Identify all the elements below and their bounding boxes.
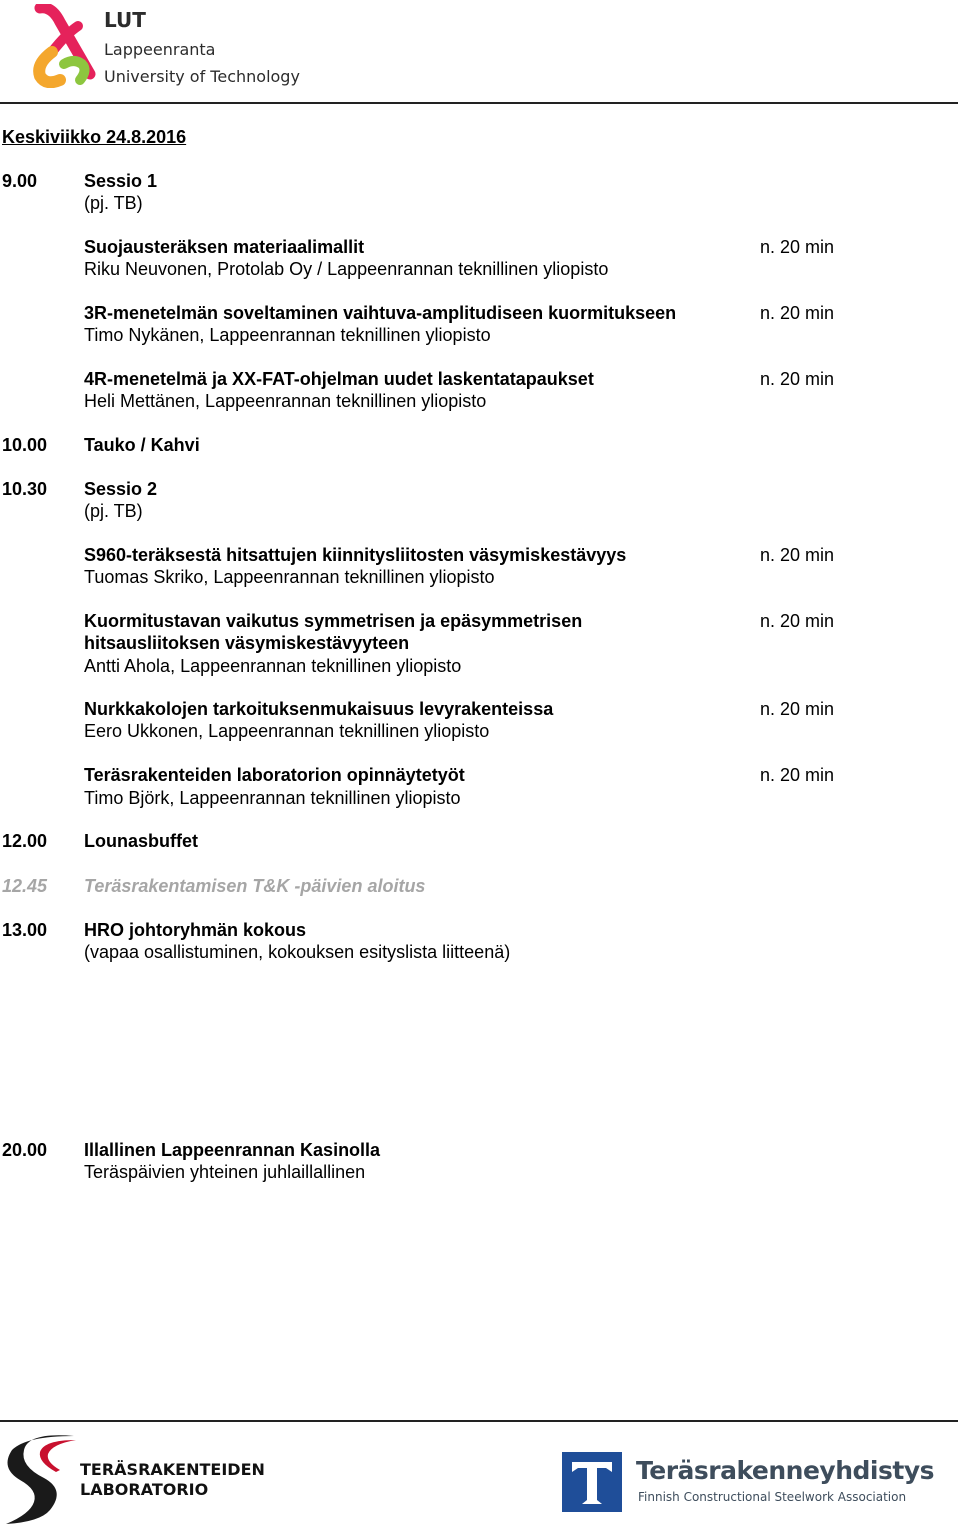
talk-6-author: Eero Ukkonen, Lappeenrannan teknillinen yliopisto xyxy=(84,721,490,741)
talk-1-title: Suojausteräksen materiaalimallit xyxy=(84,237,365,257)
logo-line-2: Lappeenranta xyxy=(104,40,216,59)
talk-6-title: Nurkkakolojen tarkoituksenmukaisuus levyrakenteissa xyxy=(84,699,554,719)
lut-logo-mark-icon xyxy=(30,4,100,88)
session-2-chair: (pj. TB) xyxy=(84,501,143,521)
opening-title: Teräsrakentamisen T&K -päivien aloitus xyxy=(84,876,426,896)
talk-3-duration: n. 20 min xyxy=(760,369,835,389)
association-t-icon xyxy=(562,1452,622,1512)
talk-2-author: Timo Nykänen, Lappeenrannan teknillinen yliopisto xyxy=(84,325,491,345)
talk-4-duration: n. 20 min xyxy=(760,545,835,565)
session-1-chair: (pj. TB) xyxy=(84,193,143,213)
talk-4-author: Tuomas Skriko, Lappeenrannan teknillinen yliopisto xyxy=(84,567,495,587)
break-time: 10.00 xyxy=(2,435,48,455)
association-logo xyxy=(562,1452,954,1514)
lab-logo-swoosh-icon xyxy=(0,1432,80,1526)
talk-3-author: Heli Mettänen, Lappeenrannan teknillinen yliopisto xyxy=(84,391,487,411)
association-subtitle: Finnish Constructional Steelwork Association xyxy=(638,1490,907,1504)
dinner-note: Teräspäivien yhteinen juhlaillallinen xyxy=(84,1162,366,1182)
talk-4-title: S960-teräksestä hitsattujen kiinnitysliitosten väsymiskestävyys xyxy=(84,545,627,565)
lut-logo xyxy=(30,4,310,90)
talk-3-title: 4R-menetelmä ja XX-FAT-ohjelman uudet laskentatapaukset xyxy=(84,369,594,389)
talk-5-title-line-2: hitsausliitoksen väsymiskestävyyteen xyxy=(84,633,410,653)
hro-title: HRO johtoryhmän kokous xyxy=(84,920,307,940)
talk-7-duration: n. 20 min xyxy=(760,765,835,785)
talk-5-duration: n. 20 min xyxy=(760,611,835,631)
opening-time: 12.45 xyxy=(2,876,48,896)
lab-logo-line-2: LABORATORIO xyxy=(80,1480,209,1499)
session-2-time: 10.30 xyxy=(2,479,48,499)
lunch-title: Lounasbuffet xyxy=(84,831,198,851)
hro-note: (vapaa osallistuminen, kokouksen esityslista liitteenä) xyxy=(84,942,511,962)
talk-2-title: 3R-menetelmän soveltaminen vaihtuva-amplitudiseen kuormitukseen xyxy=(84,303,677,323)
talk-7-author: Timo Björk, Lappeenrannan teknillinen yliopisto xyxy=(84,788,461,808)
session-1-time: 9.00 xyxy=(2,171,38,191)
talk-1-duration: n. 20 min xyxy=(760,237,835,257)
page-date: Keskiviikko 24.8.2016 xyxy=(2,127,187,147)
footer-divider xyxy=(0,1420,958,1422)
header-divider xyxy=(0,102,958,104)
talk-5-author: Antti Ahola, Lappeenrannan teknillinen yliopisto xyxy=(84,656,462,676)
talk-1-author: Riku Neuvonen, Protolab Oy / Lappeenrannan teknillinen yliopisto xyxy=(84,259,609,279)
talk-6-duration: n. 20 min xyxy=(760,699,835,719)
dinner-time: 20.00 xyxy=(2,1140,48,1160)
talk-7-title: Teräsrakenteiden laboratorion opinnäytetyöt xyxy=(84,765,465,785)
logo-line-3: University of Technology xyxy=(104,67,300,86)
talk-5-title-line-1: Kuormitustavan vaikutus symmetrisen ja epäsymmetrisen xyxy=(84,611,583,631)
lab-logo-line-1: TERÄSRAKENTEIDEN xyxy=(80,1460,265,1479)
talk-2-duration: n. 20 min xyxy=(760,303,835,323)
session-2-title: Sessio 2 xyxy=(84,479,158,499)
lab-logo xyxy=(0,1432,265,1526)
session-1-title: Sessio 1 xyxy=(84,171,158,191)
lunch-time: 12.00 xyxy=(2,831,48,851)
dinner-title: Illallinen Lappeenrannan Kasinolla xyxy=(84,1140,381,1160)
association-name: Teräsrakenneyhdistys xyxy=(636,1456,934,1485)
break-title: Tauko / Kahvi xyxy=(84,435,200,455)
hro-time: 13.00 xyxy=(2,920,48,940)
logo-line-1: LUT xyxy=(104,8,146,32)
